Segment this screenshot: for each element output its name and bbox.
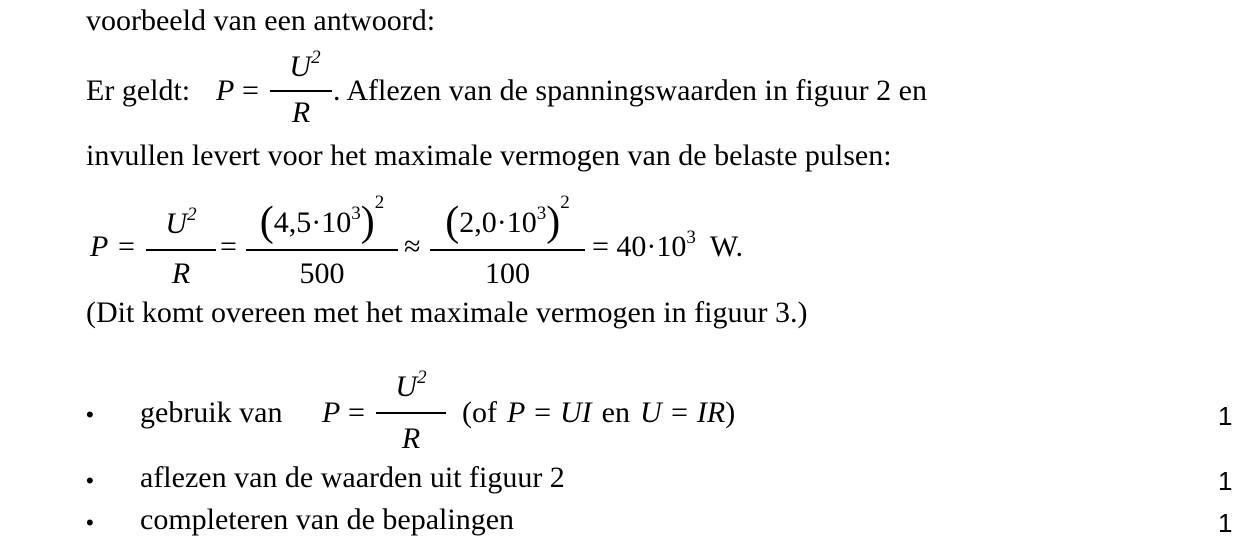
criterion-2-points: 1 (1218, 466, 1233, 496)
line2-fraction-bar (270, 90, 332, 92)
formula-f1-num: U (165, 207, 188, 240)
formula-f3-bar (430, 249, 585, 251)
formula-eq1: = (118, 230, 135, 263)
criterion-1-exp: 2 (417, 367, 427, 388)
formula-f3-exp-outer: 2 (560, 192, 570, 213)
criterion-3-bullet: • (86, 510, 94, 535)
line2-P: P (216, 74, 235, 107)
criterion-1-fraction (376, 367, 446, 457)
criterion-1-num: U (395, 370, 418, 403)
formula-f2-rparen: ) (360, 199, 375, 245)
criterion-1-den: R (401, 422, 421, 455)
criterion-1-P: P (322, 396, 341, 429)
criterion-3-points: 1 (1218, 508, 1233, 538)
criterion-2-bullet: • (86, 468, 94, 493)
criterion-3-text: completeren van de bepalingen (140, 503, 515, 536)
formula-result (592, 227, 743, 263)
line2-eq: = (242, 74, 259, 107)
criterion-1-bullet: • (86, 402, 94, 427)
formula-unit: W. (709, 230, 743, 263)
formula-f2-num: 4,5·10 (273, 206, 352, 239)
formula-f3-num: 2,0·10 (459, 206, 537, 239)
criterion-1-bar (376, 412, 446, 414)
criterion-1-and: en (601, 396, 630, 429)
formula-result-value: = 40·10 (592, 230, 687, 263)
line2-den: R (291, 96, 311, 129)
formula-fraction-2 (246, 192, 398, 288)
formula-P: P (90, 230, 109, 263)
formula-fraction-3 (430, 192, 585, 288)
formula-eq2: = (220, 230, 237, 263)
line2-exp: 2 (311, 47, 321, 68)
criterion-1-prefix: gebruik van (140, 396, 283, 429)
criterion-1-points: 1 (1218, 401, 1233, 431)
formula-f1-bar (146, 249, 216, 251)
formula-f2-bar (246, 249, 398, 251)
line2-fraction (270, 47, 340, 132)
formula-f2-exp-outer: 2 (374, 192, 385, 213)
formula-f3-rparen: ) (546, 199, 561, 245)
intro-text: voorbeeld van een antwoord: (86, 4, 436, 37)
formula-f2-exp-inner: 3 (351, 203, 361, 224)
formula-f1-den: R (171, 257, 191, 290)
criterion-1-alt (462, 398, 735, 428)
criterion-1-paren-open: (of (462, 396, 497, 429)
formula-f2-lparen: ( (259, 199, 274, 245)
formula-result-exp: 3 (686, 227, 696, 248)
criterion-1-eq: = (348, 396, 365, 429)
criterion-1-alt1: P = UI (506, 396, 592, 429)
formula-f2-den: 500 (299, 257, 345, 290)
formula-f3-lparen: ( (445, 199, 460, 245)
criterion-2-text: aflezen van de waarden uit figuur 2 (140, 461, 565, 494)
line3-text: invullen levert voor het maximale vermogen van de belaste pulsen: (86, 139, 892, 172)
note-text: (Dit komt overeen met het maximale vermogen in figuur 3.) (86, 296, 808, 329)
formula-f3-den: 100 (485, 257, 530, 290)
formula-f3-exp-inner: 3 (536, 203, 547, 224)
criterion-1-paren-close: ) (725, 396, 736, 429)
line2-prefix: Er geldt: (86, 74, 191, 107)
line2-suffix: . Aflezen van de spanningswaarden in figuur 2 en (333, 74, 927, 107)
formula-fraction-1 (146, 203, 216, 288)
formula-f1-exp: 2 (187, 204, 197, 225)
line2-num: U (289, 50, 312, 83)
formula-approx: ≈ (404, 230, 421, 263)
criterion-1-alt2: U = IR (640, 396, 726, 429)
